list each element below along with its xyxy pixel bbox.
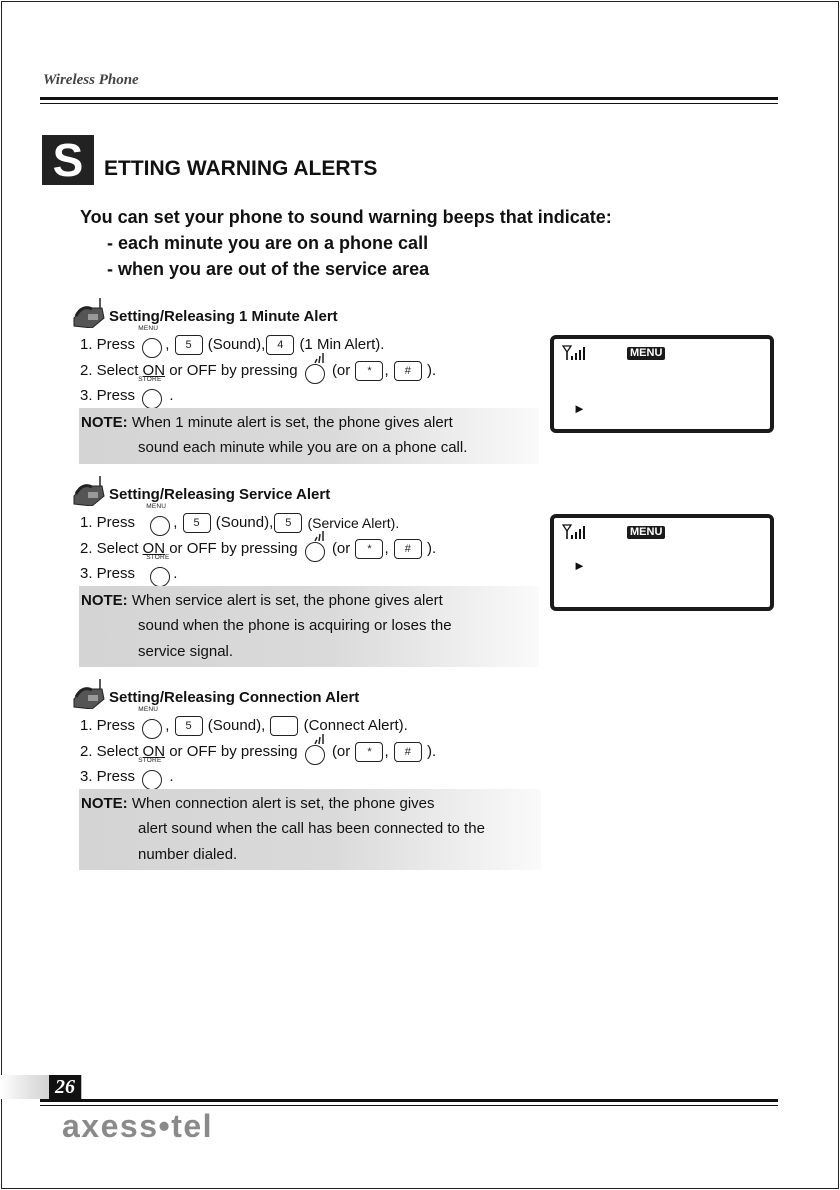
signal-strength-icon	[562, 524, 586, 540]
key-caption: MENU	[146, 503, 167, 511]
step-text: 1. Press	[80, 336, 136, 354]
step-text: 3. Press	[80, 565, 136, 583]
arrow-icon: ►	[573, 401, 586, 416]
step-text: .	[169, 768, 174, 786]
section-header	[70, 296, 770, 330]
signal-strength-icon	[562, 345, 586, 361]
hash-key-icon: #	[394, 539, 422, 559]
step-1: 1. Press MENU , 5 (Sound), 5 (Service Alert).	[70, 508, 770, 534]
step-text: ).	[426, 361, 437, 379]
header-rule-thick	[40, 97, 778, 100]
intro-line-2: - each minute you are on a phone call	[107, 233, 429, 253]
section-connection-alert	[70, 677, 770, 870]
hash-key-icon: #	[394, 361, 422, 381]
step-2: 2. Select ON or OFF by pressing (or * , # ).	[70, 737, 770, 763]
step-text: (or	[331, 539, 351, 557]
star-key-icon: *	[355, 361, 383, 381]
step-text: (Sound),	[207, 717, 266, 735]
hash-key-icon: #	[394, 742, 422, 762]
section-header	[70, 677, 770, 711]
on-text: ON	[142, 539, 166, 557]
section-title-text: Setting/Releasing Connection Alert	[109, 689, 360, 706]
note-line: alert sound when the call has been connected to the	[138, 820, 485, 837]
star-key-icon: *	[355, 539, 383, 559]
step-text: 1. Press	[80, 514, 136, 532]
step-text: 3. Press	[80, 387, 136, 405]
title-initial-letter: S	[42, 135, 94, 185]
blank-key-icon	[270, 716, 298, 736]
note-box	[79, 586, 539, 668]
desk-phone-icon	[70, 677, 106, 709]
step-text: 3. Press	[80, 768, 136, 786]
key-5-icon: 5	[175, 716, 203, 736]
store-key-icon	[146, 554, 171, 585]
key-caption: STORE	[138, 376, 162, 384]
note-box	[79, 408, 539, 464]
note-line: When service alert is set, the phone gives alert	[131, 591, 443, 609]
title-text: ETTING WARNING ALERTS	[104, 157, 378, 180]
running-header: Wireless Phone	[43, 72, 139, 88]
step-text: (or	[331, 742, 351, 760]
menu-key-icon	[146, 503, 171, 534]
step-text: ).	[426, 742, 437, 760]
key-caption: STORE	[146, 554, 170, 562]
note-line: service signal.	[138, 642, 234, 660]
menu-key-icon	[138, 325, 163, 356]
note-label: NOTE:	[81, 591, 128, 609]
menu-badge: MENU	[627, 347, 665, 360]
note-line: sound each minute while you are on a phone call.	[138, 439, 468, 456]
step-text: .	[173, 565, 178, 583]
store-key-icon	[138, 757, 163, 788]
lcd-screen-2	[550, 514, 774, 611]
intro-line-3: - when you are out of the service area	[107, 259, 430, 279]
key-caption: STORE	[138, 757, 162, 765]
step-text: or OFF by pressing	[169, 361, 298, 379]
intro-text	[80, 204, 612, 282]
desk-phone-icon	[70, 474, 106, 506]
note-label: NOTE:	[81, 794, 128, 812]
section-header	[70, 474, 770, 508]
antenna-key-icon	[304, 741, 326, 763]
on-text: ON	[142, 742, 166, 760]
step-text: 2. Select	[80, 361, 139, 379]
step-text: or OFF by pressing	[169, 742, 298, 760]
antenna-key-icon	[304, 360, 326, 382]
section-title-text: Setting/Releasing Service Alert	[109, 486, 331, 503]
desk-phone-icon	[70, 296, 106, 328]
note-box	[79, 789, 541, 871]
step-1: 1. Press MENU , 5 (Sound), (Connect Alert).	[70, 711, 770, 737]
brand-logo: axess•tel	[62, 1108, 214, 1144]
step-text: (or	[331, 361, 351, 379]
store-key-icon	[138, 376, 163, 407]
intro-line-1: You can set your phone to sound warning beeps that indicate:	[80, 207, 612, 227]
step-text: (1 Min Alert).	[299, 336, 385, 354]
step-text: 1. Press	[80, 717, 136, 735]
step-1: 1. Press MENU , 5 (Sound), 4 (1 Min Alert).	[70, 330, 770, 356]
header-rule-thin	[40, 103, 778, 104]
note-line: When 1 minute alert is set, the phone gives alert	[131, 413, 453, 431]
page-number: 26	[49, 1075, 81, 1099]
step-text: ).	[426, 539, 437, 557]
step-text: or OFF by pressing	[169, 539, 298, 557]
step-3	[70, 757, 770, 788]
note-line: number dialed.	[138, 845, 238, 863]
step-text: .	[169, 387, 174, 405]
key-5-icon: 5	[183, 513, 211, 533]
note-line: sound when the phone is acquiring or loses the	[138, 617, 452, 634]
key-caption: MENU	[138, 325, 159, 333]
key-5-icon: 5	[274, 513, 302, 533]
step-text: (Service Alert).	[307, 515, 400, 532]
key-caption: MENU	[138, 706, 159, 714]
step-text: (Sound),	[207, 336, 266, 354]
on-text: ON	[142, 361, 166, 379]
key-4-icon: 4	[266, 335, 294, 355]
step-text: (Connect Alert).	[303, 717, 408, 735]
menu-key-icon	[138, 706, 163, 737]
arrow-icon: ►	[573, 558, 586, 573]
key-5-icon: 5	[175, 335, 203, 355]
lcd-screen-1	[550, 335, 774, 433]
step-text: 2. Select	[80, 539, 139, 557]
step-2: 2. Select ON or OFF by pressing (or * , # ).	[70, 356, 770, 382]
menu-badge: MENU	[627, 526, 665, 539]
footer-rule-thin	[40, 1105, 778, 1106]
antenna-key-icon	[304, 538, 326, 560]
step-text: 2. Select	[80, 742, 139, 760]
footer-rule-thick	[40, 1099, 778, 1102]
step-text: (Sound),	[215, 514, 274, 532]
section-title-text: Setting/Releasing 1 Minute Alert	[109, 308, 338, 325]
note-line: When connection alert is set, the phone gives	[131, 794, 435, 812]
note-label: NOTE:	[81, 413, 128, 431]
star-key-icon: *	[355, 742, 383, 762]
step-2: 2. Select ON or OFF by pressing (or * , # ).	[70, 534, 770, 560]
